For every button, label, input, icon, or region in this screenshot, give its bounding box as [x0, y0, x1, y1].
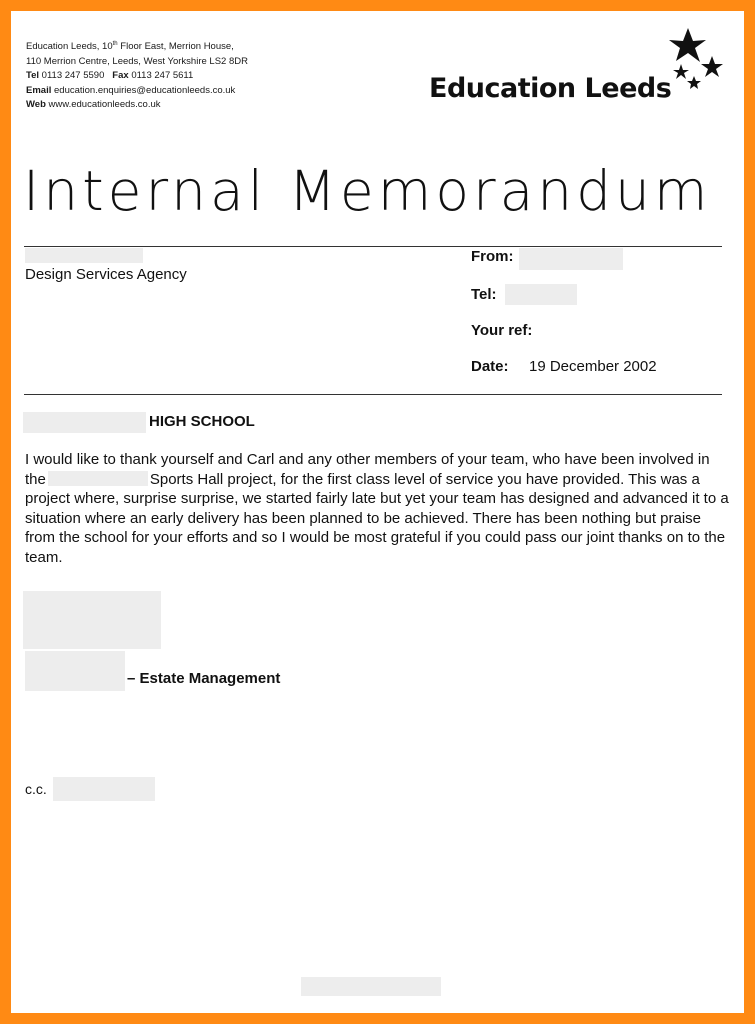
date-label: Date:	[471, 358, 509, 375]
your-ref-label: Your ref:	[471, 322, 533, 339]
address-line-1: Education Leeds, 10th Floor East, Merrion House,	[26, 41, 234, 53]
redacted-school-inline	[48, 471, 148, 486]
memo-title: Internal Memorandum	[23, 159, 712, 223]
subject-line: HIGH SCHOOL	[149, 413, 255, 430]
from-label: From:	[471, 248, 514, 265]
body-paragraph: I would like to thank yourself and Carl and any other members of your team, who have been involved in the Sports Hall project, for the first class level of service you have provided. This was a project where, surprise surprise, we started fairly late but yet your team has designed and advanced it to a situation where an early delivery has been planned to be achieved. There has been nothing but praise from the school for your efforts and so I would be most grateful if you could pass our joint thanks on to the team.	[25, 451, 729, 566]
address-line-2: 110 Merrion Centre, Leeds, West Yorkshire LS2 8DR	[26, 55, 248, 67]
contact-web: Web www.educationleeds.co.uk	[26, 99, 161, 111]
header-bottom-rule	[24, 394, 722, 395]
date-value: 19 December 2002	[529, 358, 657, 375]
contact-email: Email education.enquiries@educationleeds.co.uk	[26, 84, 236, 96]
recipient-department: Design Services Agency	[25, 266, 187, 283]
redacted-recipient	[25, 248, 143, 263]
memo-page	[11, 11, 744, 1013]
tel-label: Tel:	[471, 286, 497, 303]
contact-phone-fax: Tel 0113 247 5590 Fax 0113 247 5611	[26, 70, 194, 82]
redacted-school-name	[23, 412, 146, 433]
stars-icon	[666, 26, 726, 96]
letterhead-address	[26, 37, 248, 113]
redacted-tel	[505, 284, 577, 305]
redacted-cc-recipient	[53, 777, 155, 801]
signature-role: – Estate Management	[127, 670, 281, 687]
redacted-from	[519, 248, 623, 270]
cc-label: c.c.	[25, 781, 47, 797]
header-top-rule	[24, 246, 722, 247]
redacted-signatory-name	[25, 651, 125, 691]
logo-text: Education Leeds	[429, 73, 672, 104]
redacted-footer	[301, 977, 441, 996]
redacted-signature	[23, 591, 161, 649]
